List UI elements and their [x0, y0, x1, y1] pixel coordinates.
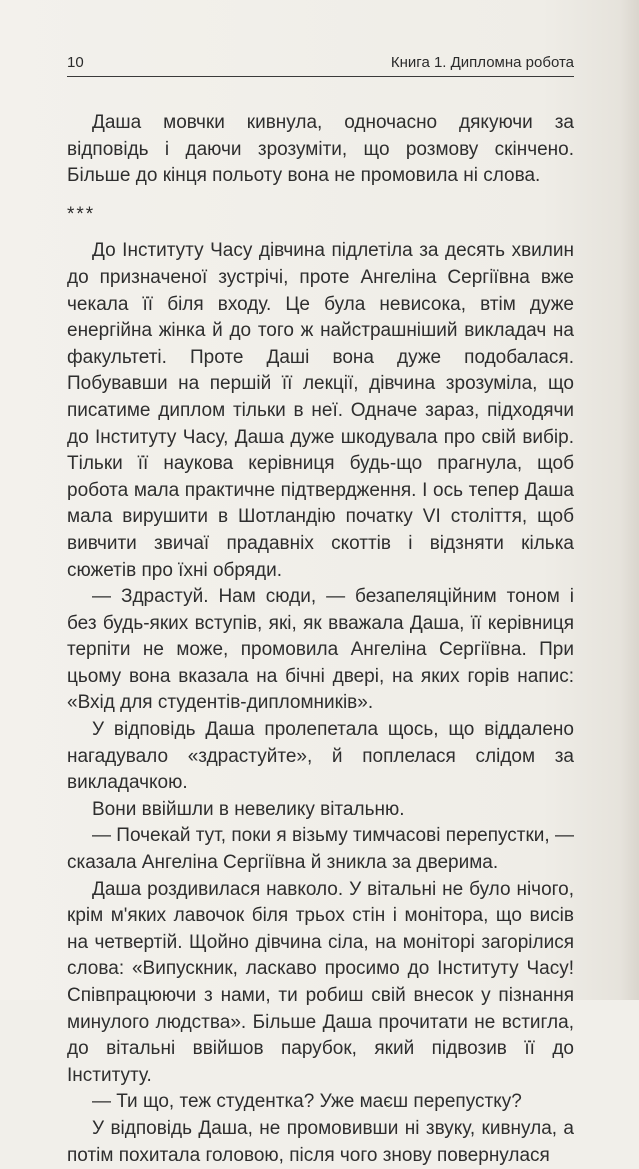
paragraph: Даша мовчки кивнула, одночасно дякуючи за відповідь і даючи зрозуміти, що розмову скінчено. Більше до кінця польоту вона не промовила ні слова.	[67, 112, 574, 187]
paragraph: — Почекай тут, поки я візьму тимчасові перепустки, — сказала Ангеліна Сергіївна й зникла за дверима.	[67, 825, 574, 874]
paragraph: У відповідь Даша, не промовивши ні звуку, кивнула, а потім похитала головою, після чого знову повернулася	[67, 1117, 574, 1166]
running-title: Книга 1. Дипломна робота	[390, 54, 574, 71]
paragraph: Вони ввійшли в невелику вітальню.	[92, 798, 405, 820]
page-number: 10	[67, 54, 84, 71]
paragraph: — Ти що, теж студентка? Уже маєш перепустку?	[92, 1091, 522, 1113]
paragraph: Даша роздивилася навколо. У вітальні не було нічого, крім м'яких лавочок біля трьох стін і монітора, що висів на четвертій. Щойно дівчина сіла, на моніторі загорілися слова: «Випускник, ласкаво просимо до Інституту Часу! Співпрацюючи з нами, ти робиш свій внесок у пізнання минулого людства». Більше Даша прочитати не встигла, до вітальні ввійшов парубок, який підвозив її до Інституту.	[67, 878, 574, 1086]
paragraph: До Інституту Часу дівчина підлетіла за десять хвилин до призначеної зустрічі, проте Ангеліна Сергіївна вже чекала її біля входу. Це була невисока, втім дуже енергійна жінка й до того ж найстрашніший викладач на факультеті. Проте Даші вона дуже подобалася. Побувавши на першій її лекції, дівчина зрозуміла, що писатиме диплом тільки в неї. Одначе зараз, підходячи до Інституту Часу, Даша дуже шкодувала про свій вибір. Тільки її наукова керівниця будь-що прагнула, щоб робота мала практичне підтвердження. І ось тепер Даша мала вирушити в Шотландію початку VI століття, щоб вивчити звичаї прадавніх скоттів і відзняти кілька сюжетів про їхні обряди.	[67, 240, 574, 581]
body-text	[67, 110, 574, 1169]
page-header	[67, 50, 574, 77]
section-separator: ***	[67, 203, 96, 225]
paragraph: У відповідь Даша пролепетала щось, що віддалено нагадувало «здрастуйте», й поплелася слідом за викладачкою.	[67, 719, 574, 794]
paragraph: — Здрастуй. Нам сюди, — безапеляційним тоном і без будь-яких вступів, які, як вважала Даша, її керівниця терпіти не може, промовила Ангеліна Сергіївна. При цьому вона вказала на бічні двері, на яких горів напис: «Вхід для студентів-дипломників».	[67, 586, 574, 714]
